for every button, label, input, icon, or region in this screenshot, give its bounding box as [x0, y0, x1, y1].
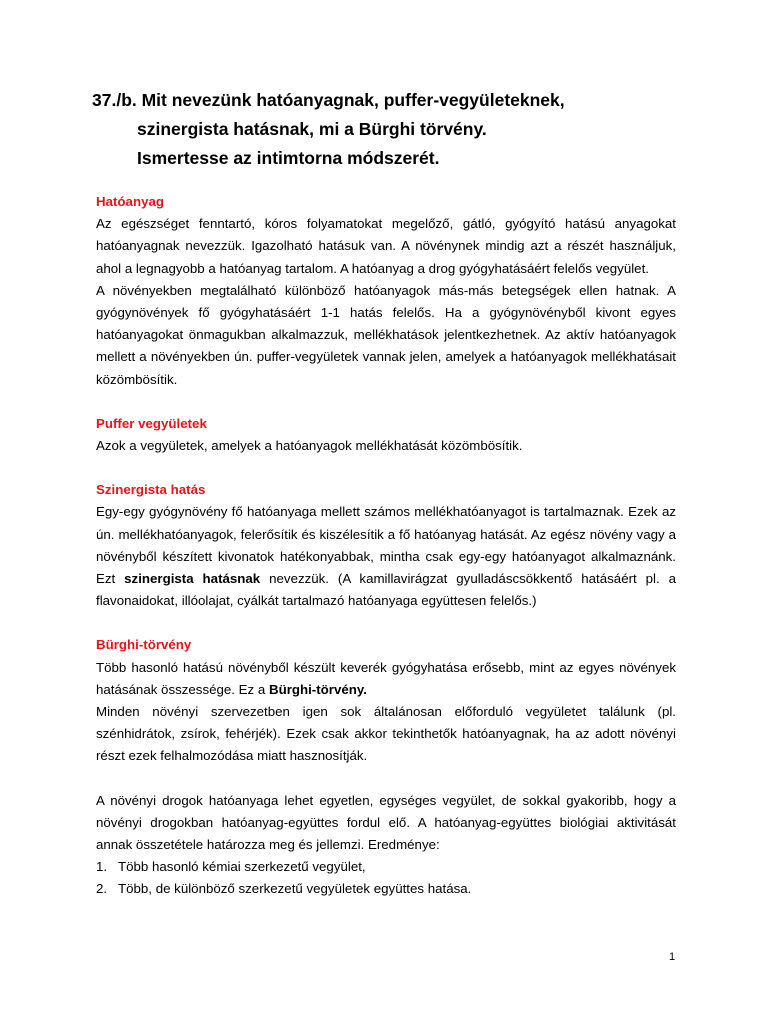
paragraph-puffer: Azok a vegyületek, amelyek a hatóanyagok mellékhatását közömbösítik. — [96, 438, 523, 454]
heading-burghi: Bürghi-törvény — [96, 637, 192, 653]
page-number: 1 — [669, 951, 676, 963]
title-line-2: szinergista hatásnak, mi a Bürghi törvény. — [137, 119, 487, 139]
list-number: 2. — [96, 881, 108, 897]
paragraph-szinergista — [96, 501, 676, 612]
heading-hatoanyag: Hatóanyag — [96, 194, 164, 209]
heading-puffer: Puffer vegyületek — [96, 415, 207, 431]
paragraph-drogok: A növényi drogok hatóanyaga lehet egyetlen, egységes vegyület, de sokkal gyakoribb, hogy a növényi drogokban hatóanyag-együttes fordul elő. A hatóanyag-együttes biológiai aktivitását annak összetétele határozza meg és jellemzi. Eredménye: — [96, 792, 676, 853]
text-run: Több hasonló hatású növényből készült keverék gyógyhatása erősebb, mint az egyes növények hatásának összessége. Ez a — [96, 659, 676, 697]
heading-szinergista: Szinergista hatás — [96, 482, 206, 498]
title-line-1: 37./b. Mit nevezünk hatóanyagnak, puffer-vegyületeknek, — [92, 90, 565, 110]
list-item-text: Több hasonló kémiai szerkezetű vegyület, — [118, 859, 366, 875]
numbered-list — [96, 856, 676, 900]
list-number: 1. — [96, 859, 108, 875]
list-item — [96, 878, 676, 900]
document-body — [96, 191, 676, 901]
list-item-text: Több, de különböző szerkezetű vegyületek együttes hatása. — [118, 881, 472, 897]
list-item — [96, 856, 676, 878]
paragraph-burghi-1 — [96, 657, 676, 701]
text-run: nevezzük. (A kamillavirágzat gyulladáscsökkentő hatásáért pl. a flavonaidokat, illóolajat, cyálkát tartalmazó hatóanyaga együttesen felelős.) — [96, 571, 677, 609]
title-line-3: Ismertesse az intimtorna módszerét. — [137, 148, 440, 168]
paragraph-hatoanyag-1: Az egészséget fenntartó, kóros folyamatokat megelőző, gátló, gyógyító hatású anyagokat hatóanyagnak nevezzük. Igazolható hatásuk van. A növénynek mindig azt a részét használjuk, ahol a legnagyobb a hatóanyag tartalom. A hatóanyag a drog gyógyhatásáért felelős vegyület. — [96, 216, 676, 276]
page-title — [92, 86, 565, 173]
paragraph-burghi-2: Minden növényi szervezetben igen sok általánosan előforduló vegyületet találunk (pl. szénhidrátok, zsírok, fehérjék). Ezek csak akkor tekinthetők hatóanyagnak, ha az adott növényi részt ezek felhalmozódása miatt hasznosítják. — [96, 704, 676, 764]
paragraph-hatoanyag-2: A növényekben megtalálható különböző hatóanyagok más-más betegségek ellen hatnak. A gyógynövények fő gyógyhatásáért 1-1 hatás felelős. Ha a gyógynövényből kivont egyes hatóanyagokat önmagukban alkalmazzuk, mellékhatások jelentkezhetnek. Az aktív hatóanyagok mellett a növényekben ún. puffer-vegyületek vannak jelen, amelyek a hatóanyagok mellékhatásait közömbösítik. — [96, 282, 676, 387]
bold-term: Bürghi-törvény. — [268, 681, 367, 697]
bold-term: szinergista hatásnak — [124, 571, 261, 587]
text-run: Egy-egy gyógynövény fő hatóanyaga mellett számos mellékhatóanyagot is tartalmaznak. Ezek az ún. mellékhatóanyagok, felerősítik és kiszélesítik a fő hatóanyag hatását. Az egész növény vagy a növényből készített kivonatok hatékonyabbak, mintha csak egy-egy hatóanyagot alkalmaznánk. Ezt — [96, 504, 676, 587]
